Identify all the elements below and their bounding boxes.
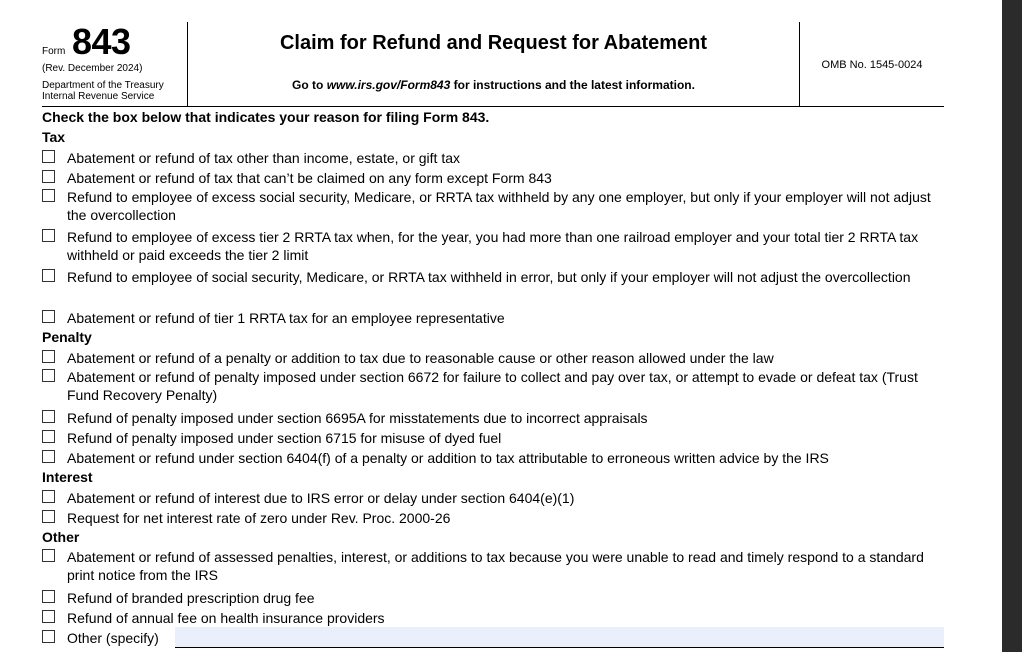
option-label: Refund to employee of excess tier 2 RRTA tax when, for the year, you had more than one railroad employer and your total tier 2 RRTA tax withheld or paid exceeds the tier 2 limit (67, 229, 919, 263)
checkbox[interactable] (42, 630, 55, 643)
instructions-note (188, 78, 799, 92)
checkbox[interactable] (42, 590, 55, 603)
form-number: 843 (72, 21, 131, 62)
option-label: Request for net interest rate of zero under Rev. Proc. 2000-26 (67, 510, 451, 526)
filing-instruction: Check the box below that indicates your reason for filing Form 843. (42, 109, 490, 125)
option-label: Abatement or refund of a penalty or addition to tax due to reasonable cause or other reason allowed under the law (67, 350, 774, 366)
form-revision: (Rev. December 2024) (42, 63, 143, 74)
department-name: Department of the Treasury (42, 80, 164, 91)
option-label: Abatement or refund of penalty imposed under section 6672 for failure to collect and pay over tax, or attempt to evade or defeat tax (Trust Fund Recovery Penalty) (67, 369, 918, 403)
option-label: Abatement or refund of interest due to IRS error or delay under section 6404(e)(1) (67, 490, 575, 506)
department-block (42, 80, 187, 102)
form-title: Claim for Refund and Request for Abatement (279, 32, 708, 54)
checkbox[interactable] (42, 170, 55, 183)
section-heading-other: Other (42, 529, 80, 545)
form-word: Form (42, 46, 66, 57)
option-label: Refund of penalty imposed under section 6695A for misstatements due to incorrect appraisals (67, 410, 648, 426)
title-block (188, 22, 800, 106)
checkbox[interactable] (42, 150, 55, 163)
section-heading-interest: Interest (42, 469, 93, 485)
omb-number: OMB No. 1545-0024 (821, 59, 923, 71)
checkbox[interactable] (42, 430, 55, 443)
option-label: Refund to employee of excess social security, Medicare, or RRTA tax withheld by any one employer, but only if your employer will not adjust the overcollection (67, 189, 931, 223)
header-divider (42, 106, 944, 107)
checkbox[interactable] (42, 229, 55, 242)
option-label: Abatement or refund of tier 1 RRTA tax for an employee representative (67, 310, 505, 326)
other-specify-field[interactable] (175, 627, 944, 648)
vertical-scrollbar[interactable] (1002, 0, 1022, 652)
checkbox[interactable] (42, 450, 55, 463)
checkbox[interactable] (42, 369, 55, 382)
checkbox[interactable] (42, 610, 55, 623)
checkbox[interactable] (42, 350, 55, 363)
option-label: Refund of annual fee on health insurance providers (67, 610, 385, 626)
omb-block (800, 22, 944, 106)
option-label: Other (specify) (67, 630, 159, 646)
checkbox[interactable] (42, 510, 55, 523)
checkbox[interactable] (42, 189, 55, 202)
option-label: Abatement or refund of tax other than income, estate, or gift tax (67, 150, 460, 166)
option-label: Refund to employee of social security, Medicare, or RRTA tax withheld in error, but only if your employer will not adjust the overcollection (67, 269, 911, 285)
option-label: Abatement or refund of tax that can’t be claimed on any form except Form 843 (67, 170, 552, 186)
checkbox[interactable] (42, 490, 55, 503)
instructions-link[interactable]: www.irs.gov/Form843 (326, 78, 451, 92)
section-heading-tax: Tax (42, 129, 66, 145)
option-label: Refund of branded prescription drug fee (67, 590, 315, 606)
checkbox[interactable] (42, 269, 55, 282)
goto-suffix: for instructions and the latest information. (450, 78, 695, 92)
option-label: Abatement or refund of assessed penalties, interest, or additions to tax because you were unable to read and timely respond to a standard print notice from the IRS (67, 549, 924, 583)
checkbox[interactable] (42, 310, 55, 323)
checkbox[interactable] (42, 410, 55, 423)
form-id-block (42, 22, 188, 106)
option-label: Refund of penalty imposed under section 6715 for misuse of dyed fuel (67, 430, 502, 446)
goto-prefix: Go to (292, 78, 327, 92)
checkbox[interactable] (42, 549, 55, 562)
agency-name: Internal Revenue Service (42, 91, 155, 102)
form-header (42, 22, 944, 106)
section-heading-penalty: Penalty (42, 329, 92, 345)
option-label: Abatement or refund under section 6404(f) of a penalty or addition to tax attributable to erroneous written advice by the IRS (67, 450, 829, 466)
